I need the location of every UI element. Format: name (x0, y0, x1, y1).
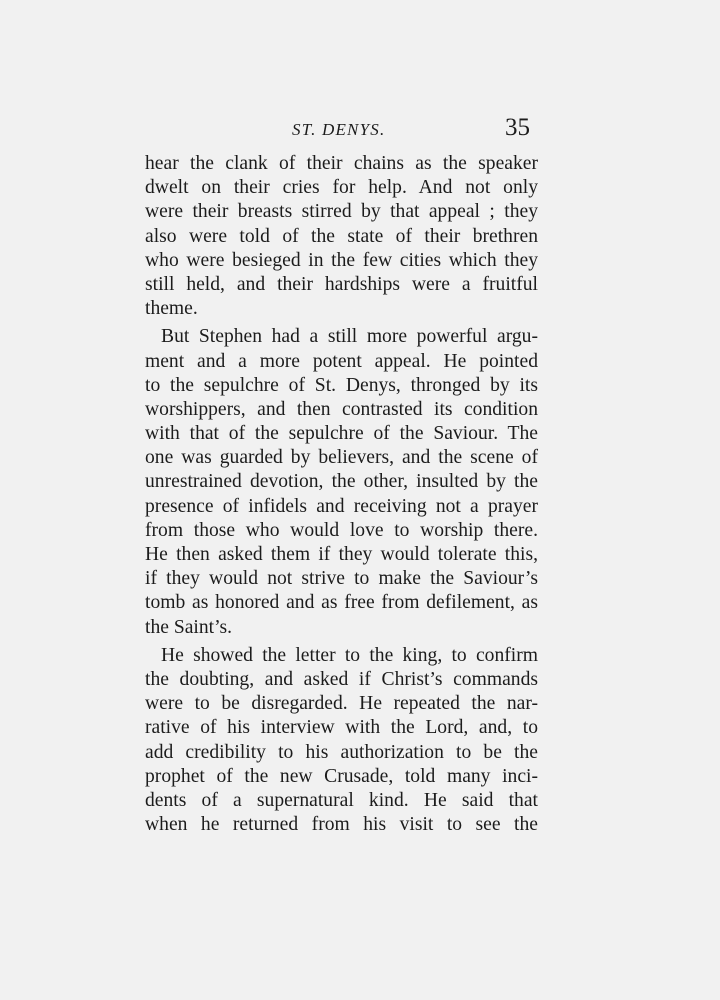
text-line: the doubting, and asked if Christ’s commands (145, 668, 538, 690)
text-line: who were besieged in the few cities which they (145, 249, 538, 271)
text-line: He then asked them if they would tolerate this, (145, 544, 538, 565)
text-line: prophet of the new Crusade, told many inci- (145, 765, 538, 787)
text-line: He showed the letter to the king, to confirm (161, 644, 538, 666)
paragraph-1 (145, 152, 538, 321)
body-text (145, 152, 538, 837)
text-line: ment and a more potent appeal. He pointed (145, 350, 538, 372)
paragraph-3 (145, 644, 538, 838)
text-line: the Saint’s. (145, 616, 233, 638)
text-line: rative of his interview with the Lord, and, to (145, 717, 538, 739)
text-line: worshippers, and then contrasted its condition (145, 398, 538, 420)
text-line: hear the clank of their chains as the speaker (145, 153, 538, 174)
running-head: ST. DENYS. (292, 120, 386, 139)
text-line: were to be disregarded. He repeated the nar- (145, 693, 538, 715)
text-line: tomb as honored and as free from defilement, as (145, 592, 538, 614)
text-line: were their breasts stirred by that appeal ; they (145, 201, 538, 223)
text-line: to the sepulchre of St. Denys, thronged by its (145, 374, 538, 396)
text-line: dwelt on their cries for help. And not only (145, 177, 538, 199)
text-line: also were told of the state of their brethren (145, 225, 538, 247)
text-line: when he returned from his visit to see the (145, 814, 538, 836)
text-line: theme. (145, 298, 198, 320)
text-line: unrestrained devotion, the other, insulted by the (145, 471, 538, 493)
page-header (145, 114, 538, 150)
text-line: from those who would love to worship there. (145, 519, 538, 541)
text-line: But Stephen had a still more powerful argu- (161, 326, 538, 348)
text-line: still held, and their hardships were a fruitful (145, 273, 538, 295)
page-number: 35 (505, 114, 530, 141)
text-line: with that of the sepulchre of the Saviour. The (145, 423, 538, 445)
text-line: one was guarded by believers, and the scene of (145, 447, 538, 469)
text-line: add credibility to his authorization to be the (145, 741, 538, 763)
paragraph-2 (145, 325, 538, 639)
text-line: if they would not strive to make the Saviour’s (145, 568, 538, 590)
text-line: presence of infidels and receiving not a prayer (145, 495, 538, 517)
text-line: dents of a supernatural kind. He said that (145, 789, 538, 811)
